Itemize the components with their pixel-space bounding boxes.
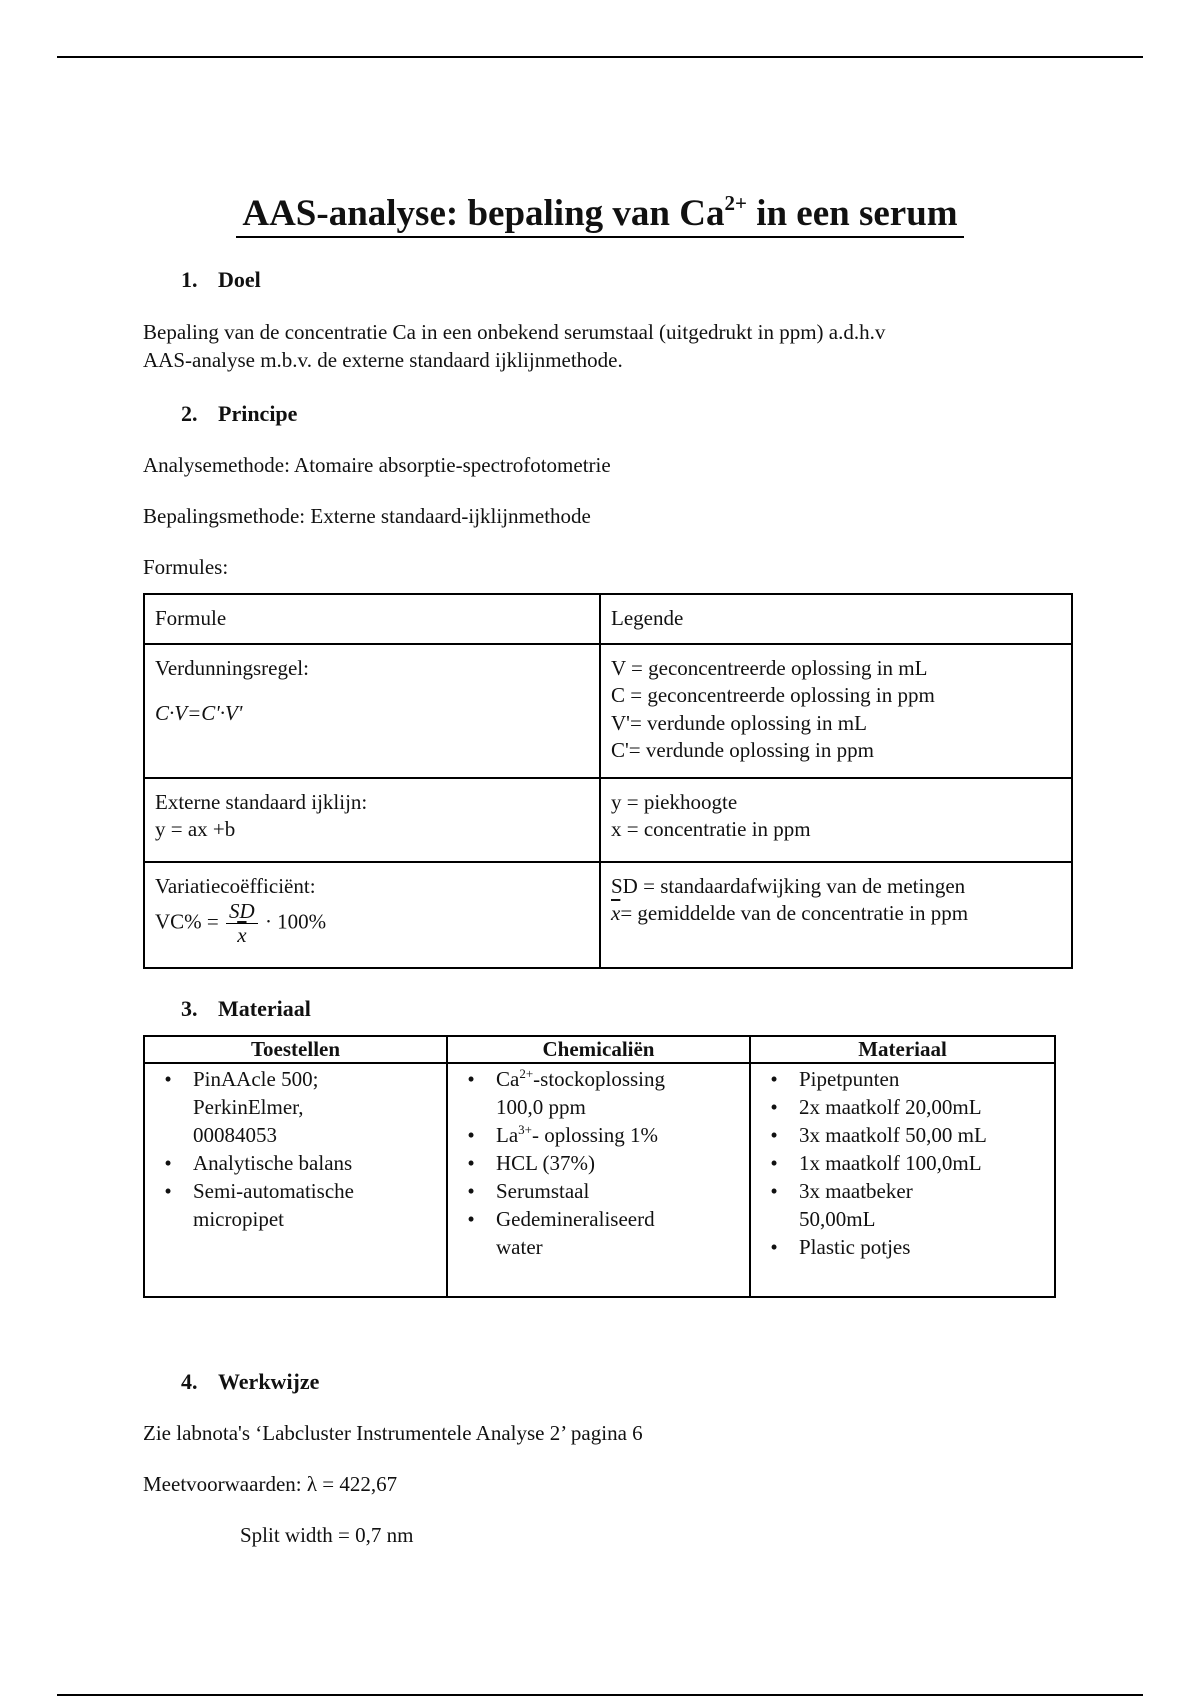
chemicalien-header: Chemicaliën (447, 1036, 750, 1063)
doel-text-line-1: Bepaling van de concentratie Ca in een onbekend serumstaal (uitgedrukt in ppm) a.d.h.v (143, 320, 886, 344)
top-rule (57, 56, 1143, 58)
verdunningsregel-formula: C·V=C'·V' (155, 701, 243, 726)
fraction-denominator: x (237, 923, 247, 948)
materiaal-header: Materiaal (750, 1036, 1055, 1063)
formule-header: Formule (144, 594, 600, 644)
meetvoorwaarden-text: Meetvoorwaarden: λ = 422,67 (143, 1472, 398, 1496)
ijklijn-label: Externe standaard ijklijn: (155, 790, 368, 814)
legend-line: V'= verdunde oplossing in mL (611, 710, 867, 735)
verdunningsregel-label: Verdunningsregel: (155, 656, 309, 680)
list-item: • Semi-automatische micropipet (164, 1178, 354, 1231)
formules-label: Formules: (143, 555, 229, 579)
fraction-numerator: SD (226, 900, 258, 924)
vc-suffix: · 100% (264, 909, 327, 934)
legend-line: x = concentratie in ppm (611, 817, 811, 842)
bottom-rule (57, 1694, 1143, 1696)
variatiecoefficient-label: Variatiecoëfficiënt: (155, 874, 316, 898)
bepalingsmethode-text: Bepalingsmethode: Externe standaard-ijklijnmethode (143, 504, 591, 528)
list-item: • 2x maatkolf 20,00mL (770, 1095, 982, 1120)
ijklijn-cell (144, 778, 600, 862)
legend-line: V = geconcentreerde oplossing in mL (611, 656, 928, 680)
list-item: • Serumstaal (467, 1178, 590, 1203)
verdunningsregel-legend (600, 644, 1072, 778)
materiaal-table (143, 1035, 1056, 1298)
list-item: • PinAAcle 500; PerkinElmer, 00084053 (164, 1067, 319, 1148)
split-width-text: Split width = 0,7 nm (240, 1523, 414, 1547)
list-item: • Plastic potjes (770, 1234, 911, 1259)
analysemethode-text: Analysemethode: Atomaire absorptie-spectrofotometrie (143, 453, 611, 477)
toestellen-header: Toestellen (144, 1036, 447, 1063)
legend-line: C'= verdunde oplossing in ppm (611, 737, 874, 762)
materiaal-list (750, 1063, 1055, 1297)
section-heading-principe: 2. Principe (181, 401, 298, 426)
list-item: • HCL (37%) (467, 1150, 595, 1175)
list-item: • Analytische balans (164, 1150, 353, 1175)
section-heading-doel: 1. Doel (181, 267, 261, 292)
list-item: • $Ca^{2+}$-stockoplossing 100,0 ppm (467, 1066, 666, 1120)
xbar-symbol: $\overline{x}$ (611, 901, 621, 926)
list-item: • 3x maatbeker 50,00mL (770, 1178, 913, 1231)
list-item: • 1x maatkolf 100,0mL (770, 1150, 982, 1175)
variatiecoefficient-legend (600, 862, 1072, 968)
list-item: • $La^{3+}-$ oplossing 1% (467, 1122, 658, 1148)
list-item: • Gedemineraliseerd water (467, 1206, 655, 1259)
section-heading-werkwijze: 4. Werkwijze (181, 1369, 320, 1394)
section-heading-materiaal: 3. Materiaal (181, 996, 311, 1021)
ijklijn-legend (600, 778, 1072, 862)
toestellen-list (144, 1063, 447, 1297)
legend-line: C = geconcentreerde oplossing in ppm (611, 683, 935, 708)
doel-text-line-2: AAS-analyse m.b.v. de externe standaard ijklijnmethode. (143, 348, 623, 372)
legend-line: y = piekhoogte (611, 790, 738, 814)
legend-line: $\overline{x}=$ gemiddelde van de concentratie in ppm (611, 901, 969, 926)
chemicalien-list (447, 1063, 750, 1297)
variatiecoefficient-cell (144, 862, 600, 968)
vc-prefix: VC% = (155, 909, 219, 934)
variatiecoefficient-formula (155, 900, 589, 947)
werkwijze-reference: Zie labnota's ‘Labcluster Instrumentele Analyse 2’ pagina 6 (143, 1421, 643, 1445)
legend-line: SD = standaardafwijking van de metingen (611, 874, 966, 898)
list-item: • 3x maatkolf 50,00 mL (770, 1123, 987, 1148)
sd-over-xbar-fraction (226, 900, 258, 947)
formules-table (143, 593, 1073, 969)
verdunningsregel-cell (144, 644, 600, 778)
document-title: AAS-analyse: bepaling van $Ca^{2+}$ in een serum (0, 190, 1200, 238)
list-item: • Pipetpunten (770, 1067, 900, 1092)
ijklijn-formula: y = ax +b (155, 817, 236, 842)
legende-header: Legende (600, 594, 1072, 644)
